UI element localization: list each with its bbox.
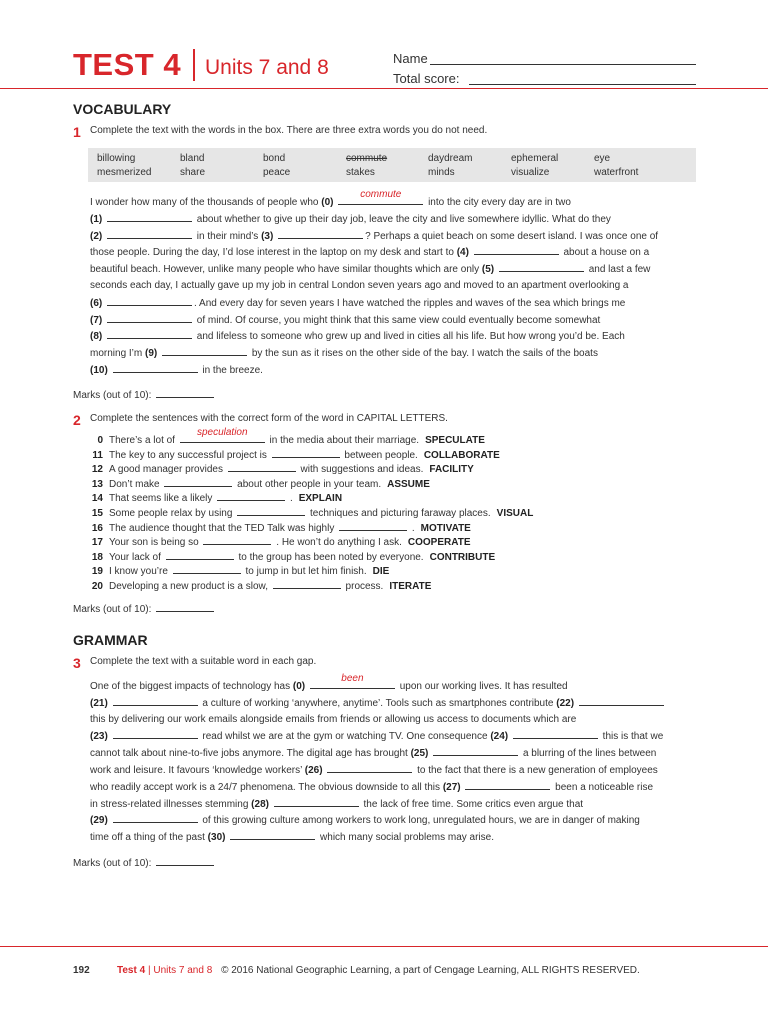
text-line: cannot talk about nine-to-five jobs anymore. The digital age has brought (25) a blurring of the lines between [90, 745, 700, 762]
gap-27[interactable] [465, 779, 550, 790]
sentence-row: 15 Some people relax by using techniques and picturing faraway places. VISUAL [89, 505, 709, 520]
gap-0 [310, 673, 395, 689]
gap-22[interactable] [579, 695, 664, 706]
title-divider [193, 49, 195, 81]
text-line: (7) of mind. Of course, you might think that this same view could eventually become somewhat [90, 312, 700, 329]
capital-word: COLLABORATE [423, 449, 500, 461]
sentence-row: 0 There’s a lot of speculation in the media about their marriage. SPECULATE [97, 427, 485, 446]
word-column [511, 152, 558, 180]
word: mesmerized [97, 167, 152, 178]
sentence-row: 14 That seems like a likely . EXPLAIN [89, 490, 709, 505]
page-number: 192 [73, 965, 90, 976]
text-line: this by delivering our work emails alongside emails from friends or allowing us access to documents which are [90, 713, 577, 725]
capital-word: VISUAL [496, 507, 534, 519]
gap-4[interactable] [474, 244, 559, 255]
text-line: (23) read whilst we are at the gym or watching TV. One consequence (24) this is that we [90, 728, 700, 745]
text-line: (8) and lifeless to someone who grew up and lived in cities all his life. But how wrong you’d be. Each [90, 328, 700, 345]
word-column [594, 152, 638, 180]
sentence-row: 17 Your son is being so . He won’t do anything I ask. COOPERATE [89, 534, 709, 549]
marks-field[interactable] [156, 601, 214, 612]
example-answer: been [341, 673, 364, 684]
exercise-3-marks: Marks (out of 10): [73, 855, 216, 871]
text-line: (21) a culture of working ‘anywhere, anytime’. Tools such as smartphones contribute (22) [90, 695, 700, 712]
text-line: (6) . And every day for seven years I have watched the ripples and waves of the sea which brings me [90, 295, 700, 312]
text-line: (10) in the breeze. [90, 362, 700, 379]
footer-credit: Test 4 | Units 7 and 8 © 2016 National Geographic Learning, a part of Cengage Learning, ALL RIGHTS RESERVED. [117, 965, 640, 976]
word: stakes [346, 167, 375, 178]
text-line: One of the biggest impacts of technology has (0) been upon our working lives. It has resulted [90, 673, 568, 692]
capital-word: DIE [372, 566, 390, 578]
sentence-row: 18 Your lack of to the group has been noted by everyone. CONTRIBUTE [89, 549, 709, 564]
text-line: (29) of this growing culture among workers to work long, unregulated hours, we are in danger of making [90, 812, 700, 829]
exercise-3-number: 3 [73, 655, 81, 671]
gap-0 [180, 427, 265, 443]
example-answer: speculation [196, 427, 248, 438]
exercise-2-number: 2 [73, 412, 81, 428]
footer-rule [0, 946, 768, 947]
gap-1[interactable] [107, 211, 192, 222]
word-box [88, 148, 696, 182]
gap-29[interactable] [113, 812, 198, 823]
text-line: I wonder how many of the thousands of people who (0) commute into the city every day are in two [90, 189, 571, 208]
gap-10[interactable] [113, 362, 198, 373]
capital-word: ITERATE [389, 580, 432, 592]
capital-word: CONTRIBUTE [429, 551, 496, 563]
gap-15[interactable] [237, 505, 305, 516]
capital-word: COOPERATE [407, 537, 471, 549]
gap-13[interactable] [164, 476, 232, 487]
word: bland [180, 153, 205, 164]
text-line: those people. During the day, I’d lose interest in the laptop on my desk and start to (4) about a house on a [90, 244, 700, 261]
footer-test: Test 4 [117, 965, 146, 976]
example-answer: commute [360, 189, 402, 200]
capital-word: SPECULATE [425, 435, 485, 446]
exercise-1-marks: Marks (out of 10): [73, 387, 216, 403]
word: peace [263, 167, 291, 178]
gap-11[interactable] [272, 447, 340, 458]
word-column [428, 152, 472, 180]
name-label: Name [393, 51, 428, 66]
total-score-field[interactable] [469, 84, 696, 85]
text-line: beautiful beach. However, unlike many people who have similar thoughts which are only (5) and last a few [90, 261, 700, 278]
exercise-1-text [90, 189, 700, 379]
exercise-3-instruction: Complete the text with a suitable word in each gap. [90, 656, 317, 667]
capital-word: EXPLAIN [298, 493, 343, 505]
gap-3[interactable] [278, 228, 363, 239]
word-crossed-out: commute [346, 153, 388, 164]
gap-9[interactable] [162, 345, 247, 356]
gap-25[interactable] [433, 745, 518, 756]
gap-21[interactable] [113, 695, 198, 706]
exercise-2-sentences [89, 427, 709, 593]
gap-28[interactable] [274, 796, 359, 807]
total-score-label: Total score: [393, 71, 460, 86]
gap-2[interactable] [107, 228, 192, 239]
word: billowing [97, 153, 136, 164]
units-title: Units 7 and 8 [205, 56, 329, 79]
marks-field[interactable] [156, 855, 214, 866]
sentence-row: 19 I know you’re to jump in but let him finish. DIE [89, 563, 709, 578]
text-line: in stress-related illnesses stemming (28) the lack of free time. Some critics even argue that [90, 796, 700, 813]
gap-8[interactable] [107, 328, 192, 339]
gap-5[interactable] [499, 261, 584, 272]
copyright: © 2016 National Geographic Learning, a part of Cengage Learning, ALL RIGHTS RESERVED. [221, 965, 640, 976]
gap-26[interactable] [327, 762, 412, 773]
word: share [180, 167, 206, 178]
text-line: seconds each day, I actually gave up my job in central London seven years ago and moved to an apartment overlooking a [90, 279, 629, 291]
header-rule [0, 88, 768, 89]
sentence-row: 11 The key to any successful project is between people. COLLABORATE [89, 447, 709, 462]
word: eye [594, 153, 611, 164]
text-line: time off a thing of the past (30) which many social problems may arise. [90, 829, 700, 846]
word: bond [263, 153, 286, 164]
grammar-heading: GRAMMAR [73, 632, 148, 648]
test-title: TEST 4 [73, 47, 182, 82]
word: minds [428, 167, 455, 178]
text-line: who readily accept work is a 24/7 phenomena. The obvious downside to all this (27) been a noticeable rise [90, 779, 700, 796]
exercise-1-number: 1 [73, 124, 81, 140]
text-line: work and leisure. It favours ‘knowledge workers’ (26) to the fact that there is a new generation of employees [90, 762, 700, 779]
gap-30[interactable] [230, 829, 315, 840]
gap-16[interactable] [339, 520, 407, 531]
marks-field[interactable] [156, 387, 214, 398]
gap-14[interactable] [217, 490, 285, 501]
word: ephemeral [511, 153, 559, 164]
gap-7[interactable] [107, 312, 192, 323]
vocabulary-heading: VOCABULARY [73, 101, 172, 117]
sentence-row: 12 A good manager provides with suggestions and ideas. FACILITY [89, 461, 709, 476]
gap-19[interactable] [173, 563, 241, 574]
sentence-row: 16 The audience thought that the TED Talk was highly . MOTIVATE [89, 520, 709, 535]
name-field[interactable] [430, 64, 696, 65]
gap-24[interactable] [513, 728, 598, 739]
footer-units: Units 7 and 8 [153, 965, 213, 976]
capital-word: FACILITY [429, 464, 474, 476]
capital-word: ASSUME [387, 478, 430, 490]
text-line: (2) in their mind’s (3) ? Perhaps a quiet beach on some desert island. I was once one of [90, 228, 700, 245]
gap-20[interactable] [273, 578, 341, 589]
gap-0 [338, 189, 423, 205]
exercise-2-instruction: Complete the sentences with the correct form of the word in CAPITAL LETTERS. [90, 413, 448, 424]
word: visualize [511, 167, 550, 178]
gap-18[interactable] [166, 549, 234, 560]
exercise-1-instruction: Complete the text with the words in the box. There are three extra words you do not need. [90, 125, 488, 136]
word-column [346, 152, 387, 180]
capital-word: MOTIVATE [420, 522, 471, 534]
word-column [263, 152, 290, 180]
word: waterfront [594, 167, 639, 178]
gap-6[interactable] [107, 295, 192, 306]
exercise-2-marks: Marks (out of 10): [73, 601, 216, 617]
word-column [97, 152, 151, 180]
exercise-3-text [90, 673, 700, 846]
sentence-row: 13 Don’t make about other people in your team. ASSUME [89, 476, 709, 491]
word: daydream [428, 153, 473, 164]
gap-12[interactable] [228, 461, 296, 472]
text-line: (1) about whether to give up their day job, leave the city and live somewhere idyllic. What do they [90, 211, 700, 228]
word-column [180, 152, 205, 180]
text-line: morning I’m (9) by the sun as it rises on the other side of the bay. I watch the sails of the boats [90, 345, 700, 362]
sentence-row: 20 Developing a new product is a slow, process. ITERATE [89, 578, 709, 593]
gap-23[interactable] [113, 728, 198, 739]
gap-17[interactable] [203, 534, 271, 545]
